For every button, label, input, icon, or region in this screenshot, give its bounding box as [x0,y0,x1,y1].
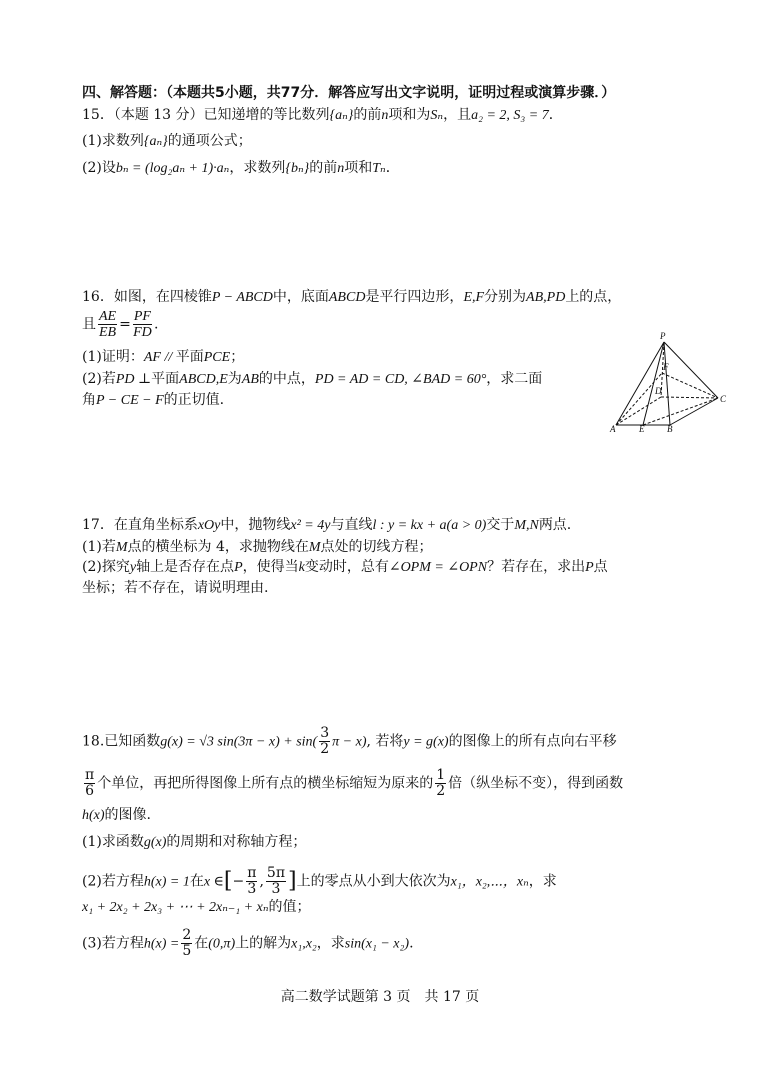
frac-den: 2 [436,783,446,799]
p15-text: ． [548,107,563,123]
problem-17-part-1 [82,538,433,557]
part-math: Tₙ [372,161,386,176]
p18-text: 的图像上的所有点向右平移 [448,733,617,750]
part-text: 点处的切线方程； [320,539,433,555]
p16-math: AB,PD [526,290,566,305]
part-text: 的值； [268,899,311,915]
part-math: {aₙ} [143,134,168,149]
part-text: ，求二面 [486,371,543,387]
problem-18-part-2: (2)若方程h(x) = 1在x ∈[− $\frac{\pi}{3}$ , $\frac{5\pi}{3}$ ]上的零点从小到大依次为x₁，x₂,⋯，xₙ，求 [82,865,557,897]
part-math: x₁ + 2x₂ + 2x₃ + ⋯ + 2xₙ₋₁ + xₙ [82,900,269,915]
label-A: A [610,424,616,432]
p17-text: 两点. [538,517,572,533]
p17-math: xOy [197,518,221,533]
p17-text: 与直线 [330,517,373,533]
part-math: P [234,560,243,575]
part-text: 项和 [344,160,373,176]
problem-16-part-2 [82,370,542,389]
fraction-3-2 [319,726,330,757]
p15-stem-text: 15．（本题 13 分）已知递增的等比数列 [82,107,330,123]
p16-text: 是平行四边形， [365,289,464,305]
problem-17-part-2 [82,558,608,577]
frac-num: 2 [182,927,192,943]
fraction-pi-3 [246,866,257,897]
part-math: ∠OPM = ∠OPN [388,560,488,575]
fraction-pi-6 [84,768,95,799]
label-C: C [720,394,727,404]
part-text: 的中点， [258,371,315,387]
p16-text: 16．如图，在四棱锥 [82,289,212,305]
p18-text: 的图像. [104,807,151,823]
part-text: 的前 [309,160,338,176]
p16-math: ABCD [328,290,366,305]
p18-text: 18.已知函数 [82,733,161,750]
part-math: x₁，x₂,⋯，xₙ [450,874,529,890]
part-math: g(x) [143,835,167,850]
problem-18-line-2 [82,768,623,799]
part-math: P [585,560,594,575]
frac-num: PF [133,309,151,324]
frac-den: 2 [320,741,330,757]
part-text: 点 [593,559,608,575]
part-math: n [337,161,345,176]
frac-num: AE [99,309,117,324]
part-math: bₙ = (log₂aₙ + 1)·aₙ [115,161,230,176]
part-text: ，求 [528,873,557,890]
p15-n: n [381,108,389,123]
section-header: 四、解答题：（本题共5小题，共77分．解答应写出文字说明，证明过程或演算步骤．） [82,85,616,101]
part-text: 若 [101,371,116,387]
p17-math: x² = 4y [290,518,331,533]
frac-den: 3 [247,881,257,897]
part-text: 的周期和对称轴方程； [166,834,307,850]
problem-17-part-2-cont [82,579,268,597]
fraction-5pi-3 [266,866,286,897]
label-E: E [639,424,645,432]
p16-text: . [153,316,159,333]
frac-num: π [247,865,257,881]
part-text: 的通项公式； [167,133,252,149]
part-math: x ∈ [203,874,224,890]
problem-18-part-1 [82,833,306,852]
part-math: AF // [143,350,176,365]
label-F: F [663,362,669,372]
problem-18-part-3 [82,928,414,959]
fraction-2-5 [181,928,192,959]
p16-math: P − ABCD [211,290,273,305]
p15-seq: {aₙ} [329,108,354,123]
p17-math: l : y = kx + a(a > 0) [372,518,487,533]
part-math: PD ⊥ [115,372,152,387]
p15-cond: a₂ = 2, S₃ = 7 [471,108,549,123]
p18-math: g(x) = √3 sin(3π − x) + sin( [160,734,318,750]
part-text: 变动时，总有 [304,559,389,575]
part-text: ，求数列 [229,160,286,176]
part-label: (2) [82,559,102,575]
part-text: ； [230,349,245,365]
part-text: 坐标；若不存在，请说明理由. [82,580,269,596]
label-D: D [655,386,662,396]
part-math: h(x) = [143,936,180,952]
problem-18-line-3 [82,806,151,825]
part-text: ，使得当 [242,559,299,575]
part-text: 设 [101,160,116,176]
problem-15-stem [82,106,563,125]
problem-18-part-2-cont [82,898,311,917]
part-text: 探究 [101,559,130,575]
p17-text: 交于 [486,517,515,533]
p17-math: M,N [514,518,539,533]
part-text: 轴上是否存在点 [136,559,235,575]
bracket-left: [ [223,868,233,894]
problem-16-part-1 [82,348,244,367]
frac-den: FD [133,325,152,340]
p16-text: 且 [82,316,96,333]
p16-text: 分别为 [484,289,527,305]
fraction-ae-eb [98,309,117,340]
part-label: (1) [82,349,102,365]
part-text: 若 [101,539,116,555]
p15-text: 项和为 [388,107,431,123]
frac-num: 3 [320,725,330,741]
part-math: x₁,x₂ [291,936,317,952]
label-P: P [660,331,666,341]
part-text: 证明： [101,349,144,365]
part-label: (1) [82,133,102,149]
p18-text: 倍（纵坐标不变），得到函数 [448,775,624,792]
part-math: {bₙ} [285,161,310,176]
part-text: 上的解为 [235,935,292,952]
part-math: ABCD,E [179,372,228,387]
part-text: ． [385,160,400,176]
p16-math: E,F [463,290,485,305]
problem-15-part-2 [82,159,400,178]
part-text: . [409,935,414,952]
part-label: (2) [82,371,102,387]
problem-18-stem [82,726,617,757]
p18-text: , 若将 [366,733,404,750]
p18-math: y = g(x) [403,734,449,750]
part-math: k [298,560,305,575]
part-label: (2) [82,160,102,176]
p18-math: h(x) [82,808,105,823]
frac-num: π [85,767,95,783]
frac-num: 1 [436,767,446,783]
part-label: (1) [82,834,102,850]
part-text: 若方程 [101,873,144,890]
problem-16-part-2-cont [82,391,224,410]
pyramid-diagram [603,330,733,432]
p16-text: 中，底面 [272,289,329,305]
frac-den: EB [99,325,117,340]
p17-text: 17．在直角坐标系 [82,517,198,533]
p17-text: 中，抛物线 [220,517,291,533]
part-math: (0,π) [208,936,236,952]
part-text: 求函数 [101,834,144,850]
p18-text: 个单位，再把所得图像上所有点的横坐标缩短为原来的 [97,775,434,792]
part-math: M [115,540,128,555]
p16-text: 上的点， [565,289,622,305]
p18-math: π − x) [332,734,367,750]
fraction-pf-fd [133,309,152,340]
part-text: 角 [82,392,96,408]
part-math: M [308,540,321,555]
part-text: 在 [194,935,209,952]
frac-den: 5 [182,943,192,959]
part-text: 平面 [175,349,204,365]
part-text: 平面 [151,371,180,387]
part-label: (2) [82,873,102,890]
part-math: AB [241,372,259,387]
part-math: sin(x₁ − x₂) [344,936,410,952]
label-B: B [667,424,673,432]
part-text: ，求 [316,935,345,952]
part-text: 若方程 [101,935,144,952]
part-text: 为 [227,371,242,387]
problem-16-condition: 且 $\frac{AE}{EB}$ = $\frac{PF}{FD}$ . [82,309,159,340]
part-text: 的正切值. [163,392,225,408]
p15-text: ，且 [443,107,472,123]
part-text: 点的横坐标为 4，求抛物线在 [127,539,309,555]
part-math: y [129,560,137,575]
problem-16-stem [82,288,621,307]
part-math: PD = AD = CD, ∠BAD = 60° [314,372,487,387]
frac-den: 6 [85,783,95,799]
part-math: P − CE − F [96,393,164,408]
p15-text: 的前 [353,107,382,123]
frac-den: 3 [271,881,281,897]
part-math: h(x) = 1 [143,874,190,890]
part-text: 求数列 [101,133,144,149]
bracket-right: ] [288,868,297,894]
p15-S: Sₙ [430,108,444,123]
part-math: PCE [203,350,231,365]
part-text: 上的零点从小到大依次为 [296,873,451,890]
part-text: ？若存在，求出 [487,559,586,575]
problem-15-part-1 [82,132,252,151]
part-text: 在 [189,873,204,890]
problem-17-stem [82,516,571,535]
part-label: (3) [82,935,102,952]
page-footer: 高二数学试题第 3 页 共 17 页 [280,989,480,1005]
fraction-1-2 [435,768,446,799]
part-label: (1) [82,539,102,555]
frac-num: 5π [266,865,286,881]
